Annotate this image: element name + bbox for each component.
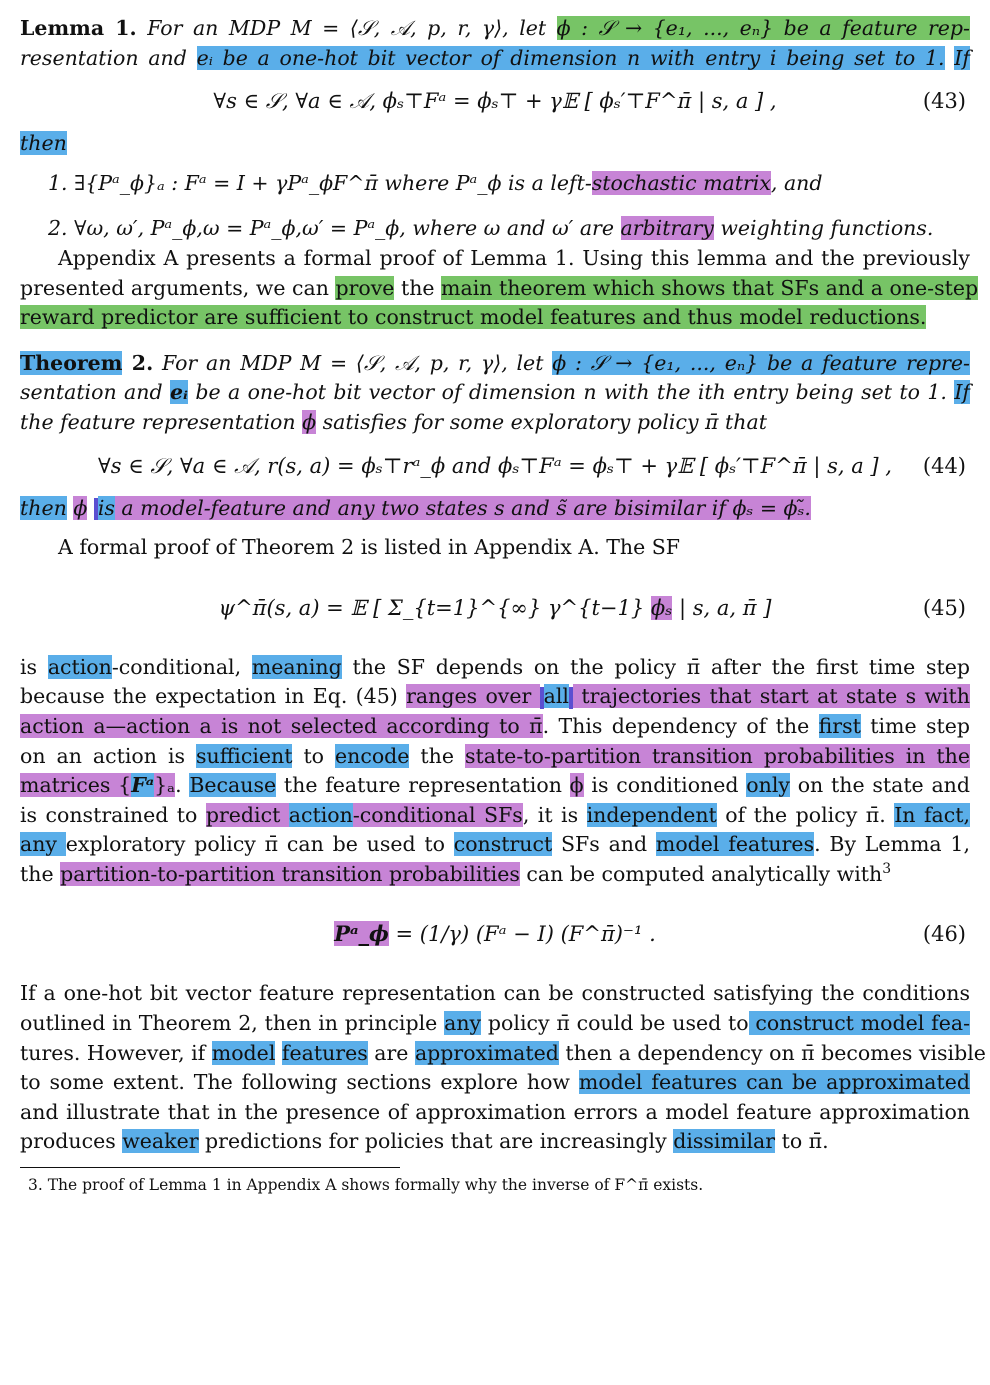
- para4-line-6: [20, 1127, 970, 1157]
- highlight-green[interactable]: prove: [335, 275, 395, 300]
- text: is constrained to: [20, 802, 206, 827]
- text: outlined in Theorem 2, then in principle: [20, 1011, 445, 1036]
- lemma-label: Lemma 1.: [20, 16, 137, 40]
- equation-number: (46): [922, 922, 966, 947]
- equation-body: ∀s ∈ 𝒮, ∀a ∈ 𝒜, ϕₛ⊤Fᵃ = ϕₛ⊤ + γ𝔼 [ ϕₛ′⊤F^π̄ | s, a ] ,: [213, 89, 777, 114]
- text: the feature representation: [20, 409, 303, 434]
- item-text: 2. ∀ω, ω′, Pᵃ_ϕ,ω = Pᵃ_ϕ,ω′ = Pᵃ_ϕ, where ω and ω′ are: [48, 216, 621, 241]
- highlight-purple[interactable]: action a—action a is not selected according to π̄: [20, 713, 543, 738]
- para3-line-2: [20, 682, 970, 712]
- text: on an action is: [20, 743, 196, 768]
- highlight-blue[interactable]: encode: [335, 743, 410, 768]
- text: time step: [860, 713, 970, 738]
- highlight-blue[interactable]: sufficient: [196, 743, 293, 768]
- text: predictions for policies that are increasingly: [198, 1129, 674, 1154]
- text: is: [20, 654, 48, 679]
- footnote-rule: [20, 1167, 400, 1168]
- equation-43: [20, 73, 970, 129]
- highlight-blue[interactable]: model features can be approximated: [578, 1070, 970, 1095]
- text: policy π̄ could be used to: [481, 1011, 749, 1036]
- footnote-marker[interactable]: 3: [882, 861, 892, 878]
- text: then a dependency on π̄ becomes visible: [558, 1040, 986, 1065]
- text: be a one-hot bit vector of dimension n with the ith entry being set to 1.: [187, 380, 955, 405]
- text: . This dependency of the: [542, 713, 819, 738]
- lemma-line-1: [20, 14, 970, 44]
- highlight-blue[interactable]: weaker: [122, 1129, 199, 1154]
- text: can be computed analytically with: [519, 861, 883, 886]
- equation-body: ∀s ∈ 𝒮, ∀a ∈ 𝒜, r(s, a) = ϕₛ⊤rᵃ_ϕ and ϕₛ⊤Fᵃ = ϕₛ⊤ + γ𝔼 [ ϕₛ′⊤F^π̄ | s, a ] ,: [98, 453, 892, 478]
- highlight-blue[interactable]: approximated: [414, 1040, 559, 1065]
- highlight-purple[interactable]: a model-feature and any two states s and s̃ are bisimilar if ϕₛ = ϕₛ̃.: [114, 495, 811, 520]
- highlight-blue[interactable]: ϕ : 𝒮 → {e₁, ..., eₙ} be a feature repre-: [552, 350, 970, 375]
- theorem-label[interactable]: Theorem: [20, 350, 123, 375]
- para3-line-8: [20, 860, 970, 890]
- para3-line-6: [20, 801, 970, 831]
- text: , it is: [522, 802, 587, 827]
- highlight-purple[interactable]: arbitrary: [620, 216, 714, 241]
- highlight-blue[interactable]: construct: [453, 832, 553, 857]
- highlight-blue[interactable]: features: [281, 1040, 368, 1065]
- text: -conditional,: [111, 654, 252, 679]
- highlight-green[interactable]: main theorem which shows that SFs and a one-step: [441, 275, 979, 300]
- para3-line-7: [20, 830, 970, 860]
- equation-number: (45): [922, 595, 966, 620]
- equation-body: = (1/γ) (Fᵃ − I) (F^π̄)⁻¹ .: [388, 922, 656, 947]
- footnote: 3. The proof of Lemma 1 in Appendix A shows formally why the inverse of F^π̄ exists.: [28, 1176, 704, 1195]
- para2-line-1: A formal proof of Theorem 2 is listed in Appendix A. The SF: [58, 535, 681, 560]
- highlight-green[interactable]: reward predictor are sufficient to construct model features and thus model reductions.: [20, 305, 927, 330]
- text: because the expectation in Eq. (45): [20, 684, 407, 709]
- highlight-green[interactable]: ϕ : 𝒮 → {e₁, ..., eₙ} be a feature rep-: [556, 16, 970, 40]
- highlight-blue[interactable]: Fᵃ: [131, 773, 155, 798]
- highlight-purple[interactable]: state-to-partition transition probabilities in the: [464, 743, 970, 768]
- highlight-blue[interactable]: eᵢ: [169, 380, 188, 405]
- text: exploratory policy π̄ can be used to: [65, 832, 454, 857]
- theorem-line-2: [20, 378, 970, 408]
- highlight-blue[interactable]: eᵢ be a one-hot bit vector of dimension n with entry i being set to 1.: [196, 45, 945, 70]
- equation-body: | s, a, π̄ ]: [672, 595, 772, 620]
- highlight-blue[interactable]: is: [97, 495, 115, 520]
- highlight-purple[interactable]: partition-to-partition transition probabilities: [60, 861, 520, 886]
- text: . By Lemma 1,: [814, 832, 970, 857]
- lemma-line-2: [20, 44, 970, 74]
- item-text: , and: [770, 170, 823, 195]
- para3-line-4: [20, 742, 970, 772]
- text: is conditioned: [583, 773, 747, 798]
- highlight-purple[interactable]: matrices {: [20, 773, 132, 798]
- highlight-blue[interactable]: only: [746, 773, 790, 798]
- highlight-purple[interactable]: stochastic matrix: [591, 170, 771, 195]
- highlight-purple[interactable]: predict: [205, 802, 289, 827]
- para1-line-2: [20, 274, 979, 304]
- paper-page: [20, 14, 986, 1196]
- text: to: [292, 743, 336, 768]
- highlight-blue[interactable]: If: [954, 45, 970, 70]
- highlight-blue[interactable]: Because: [189, 773, 277, 798]
- text: the: [20, 861, 61, 886]
- highlight-blue[interactable]: first: [818, 713, 861, 738]
- para1-line-1: Appendix A presents a formal proof of Lemma 1. Using this lemma and the previously: [58, 245, 970, 270]
- text: the: [409, 743, 465, 768]
- para4-line-2: [20, 1009, 970, 1039]
- lemma-item-1: [20, 169, 970, 199]
- highlight-blue[interactable]: In fact,: [894, 802, 970, 827]
- text: produces: [20, 1129, 123, 1154]
- highlight-blue[interactable]: all: [543, 684, 569, 709]
- para3-line-5: [20, 771, 970, 801]
- theorem-number: 2.: [122, 350, 154, 375]
- highlight-purple[interactable]: }ₐ: [154, 773, 176, 798]
- highlight-blue[interactable]: independent: [586, 802, 717, 827]
- text: of the policy π̄.: [716, 802, 895, 827]
- text: to some extent. The following sections explore how: [20, 1070, 579, 1095]
- text: the feature representation: [276, 773, 570, 798]
- para3-line-1: [20, 653, 970, 683]
- text: are: [367, 1040, 415, 1065]
- highlight-blue[interactable]: any: [20, 832, 66, 857]
- text: sentation and: [20, 380, 170, 405]
- text: SFs and: [552, 832, 656, 857]
- highlight-blue[interactable]: dissimilar: [673, 1129, 776, 1154]
- text: tures. However, if: [20, 1040, 212, 1065]
- highlight-blue[interactable]: If: [954, 380, 970, 405]
- equation-44: [20, 438, 970, 494]
- equation-45: [20, 563, 970, 653]
- equation-number: (43): [922, 89, 966, 114]
- para4-line-1: If a one-hot bit vector feature representation can be constructed satisfying the conditions: [20, 981, 970, 1006]
- theorem-line-4: [20, 494, 970, 524]
- highlight-blue[interactable]: action: [47, 654, 112, 679]
- para1-line-3: [20, 303, 970, 333]
- highlight-purple[interactable]: -conditional SFs: [352, 802, 523, 827]
- lemma-text: resentation and: [20, 45, 197, 70]
- equation-46: [20, 889, 970, 979]
- highlight-blue[interactable]: meaning: [251, 654, 342, 679]
- equation-body: ψ^π̄(s, a) = 𝔼 [ Σ_{t=1}^{∞} γ^{t−1}: [218, 595, 645, 620]
- text: For an MDP M = ⟨𝒮, 𝒜, p, r, γ⟩, let: [153, 350, 553, 375]
- highlight-blue[interactable]: then: [20, 131, 67, 156]
- highlight-purple[interactable]: Pᵃ_ϕ: [334, 921, 389, 947]
- text: the SF depends on the policy π̄ after the first time step: [341, 654, 970, 679]
- lemma-item-2: [20, 214, 970, 244]
- highlight-blue[interactable]: any: [444, 1011, 482, 1036]
- para4-line-5: and illustrate that in the presence of approximation errors a model feature approximation: [20, 1099, 970, 1124]
- highlight-purple[interactable]: ϕ: [569, 773, 584, 798]
- equation-number: (44): [922, 453, 966, 478]
- lemma-then: [20, 129, 970, 159]
- text: [275, 1041, 282, 1065]
- highlight-blue[interactable]: model features: [655, 832, 815, 857]
- highlight-blue[interactable]: action: [288, 802, 353, 827]
- para3-line-3: [20, 712, 970, 742]
- highlight-purple[interactable]: ϕ: [302, 409, 317, 434]
- para4-line-4: [20, 1068, 970, 1098]
- highlight-purple[interactable]: ϕₛ: [650, 595, 673, 620]
- theorem-line-3: [20, 408, 970, 438]
- text: satisfies for some exploratory policy π̄ that: [316, 409, 767, 434]
- lemma-text: For an MDP M = ⟨𝒮, 𝒜, p, r, γ⟩, let: [136, 16, 557, 40]
- highlight-blue[interactable]: then: [20, 495, 67, 520]
- text: on the state and: [789, 773, 970, 798]
- theorem-line-1: [20, 349, 970, 379]
- highlight-blue[interactable]: construct model fea-: [748, 1011, 970, 1036]
- highlight-purple[interactable]: trajectories that start at state s with: [573, 684, 970, 709]
- text: to π̄.: [775, 1129, 829, 1154]
- text: the: [394, 275, 442, 300]
- text: presented arguments, we can: [20, 275, 336, 300]
- para4-line-3: [20, 1039, 986, 1069]
- item-text: weighting functions.: [713, 216, 934, 241]
- text: .: [175, 773, 190, 798]
- item-text: 1. ∃{Pᵃ_ϕ}ₐ : Fᵃ = I + γPᵃ_ϕF^π̄ where Pᵃ_ϕ is a left-: [48, 170, 592, 195]
- highlight-purple[interactable]: ranges over: [406, 684, 540, 709]
- highlight-purple[interactable]: ϕ: [73, 495, 88, 520]
- highlight-blue[interactable]: model: [211, 1040, 276, 1065]
